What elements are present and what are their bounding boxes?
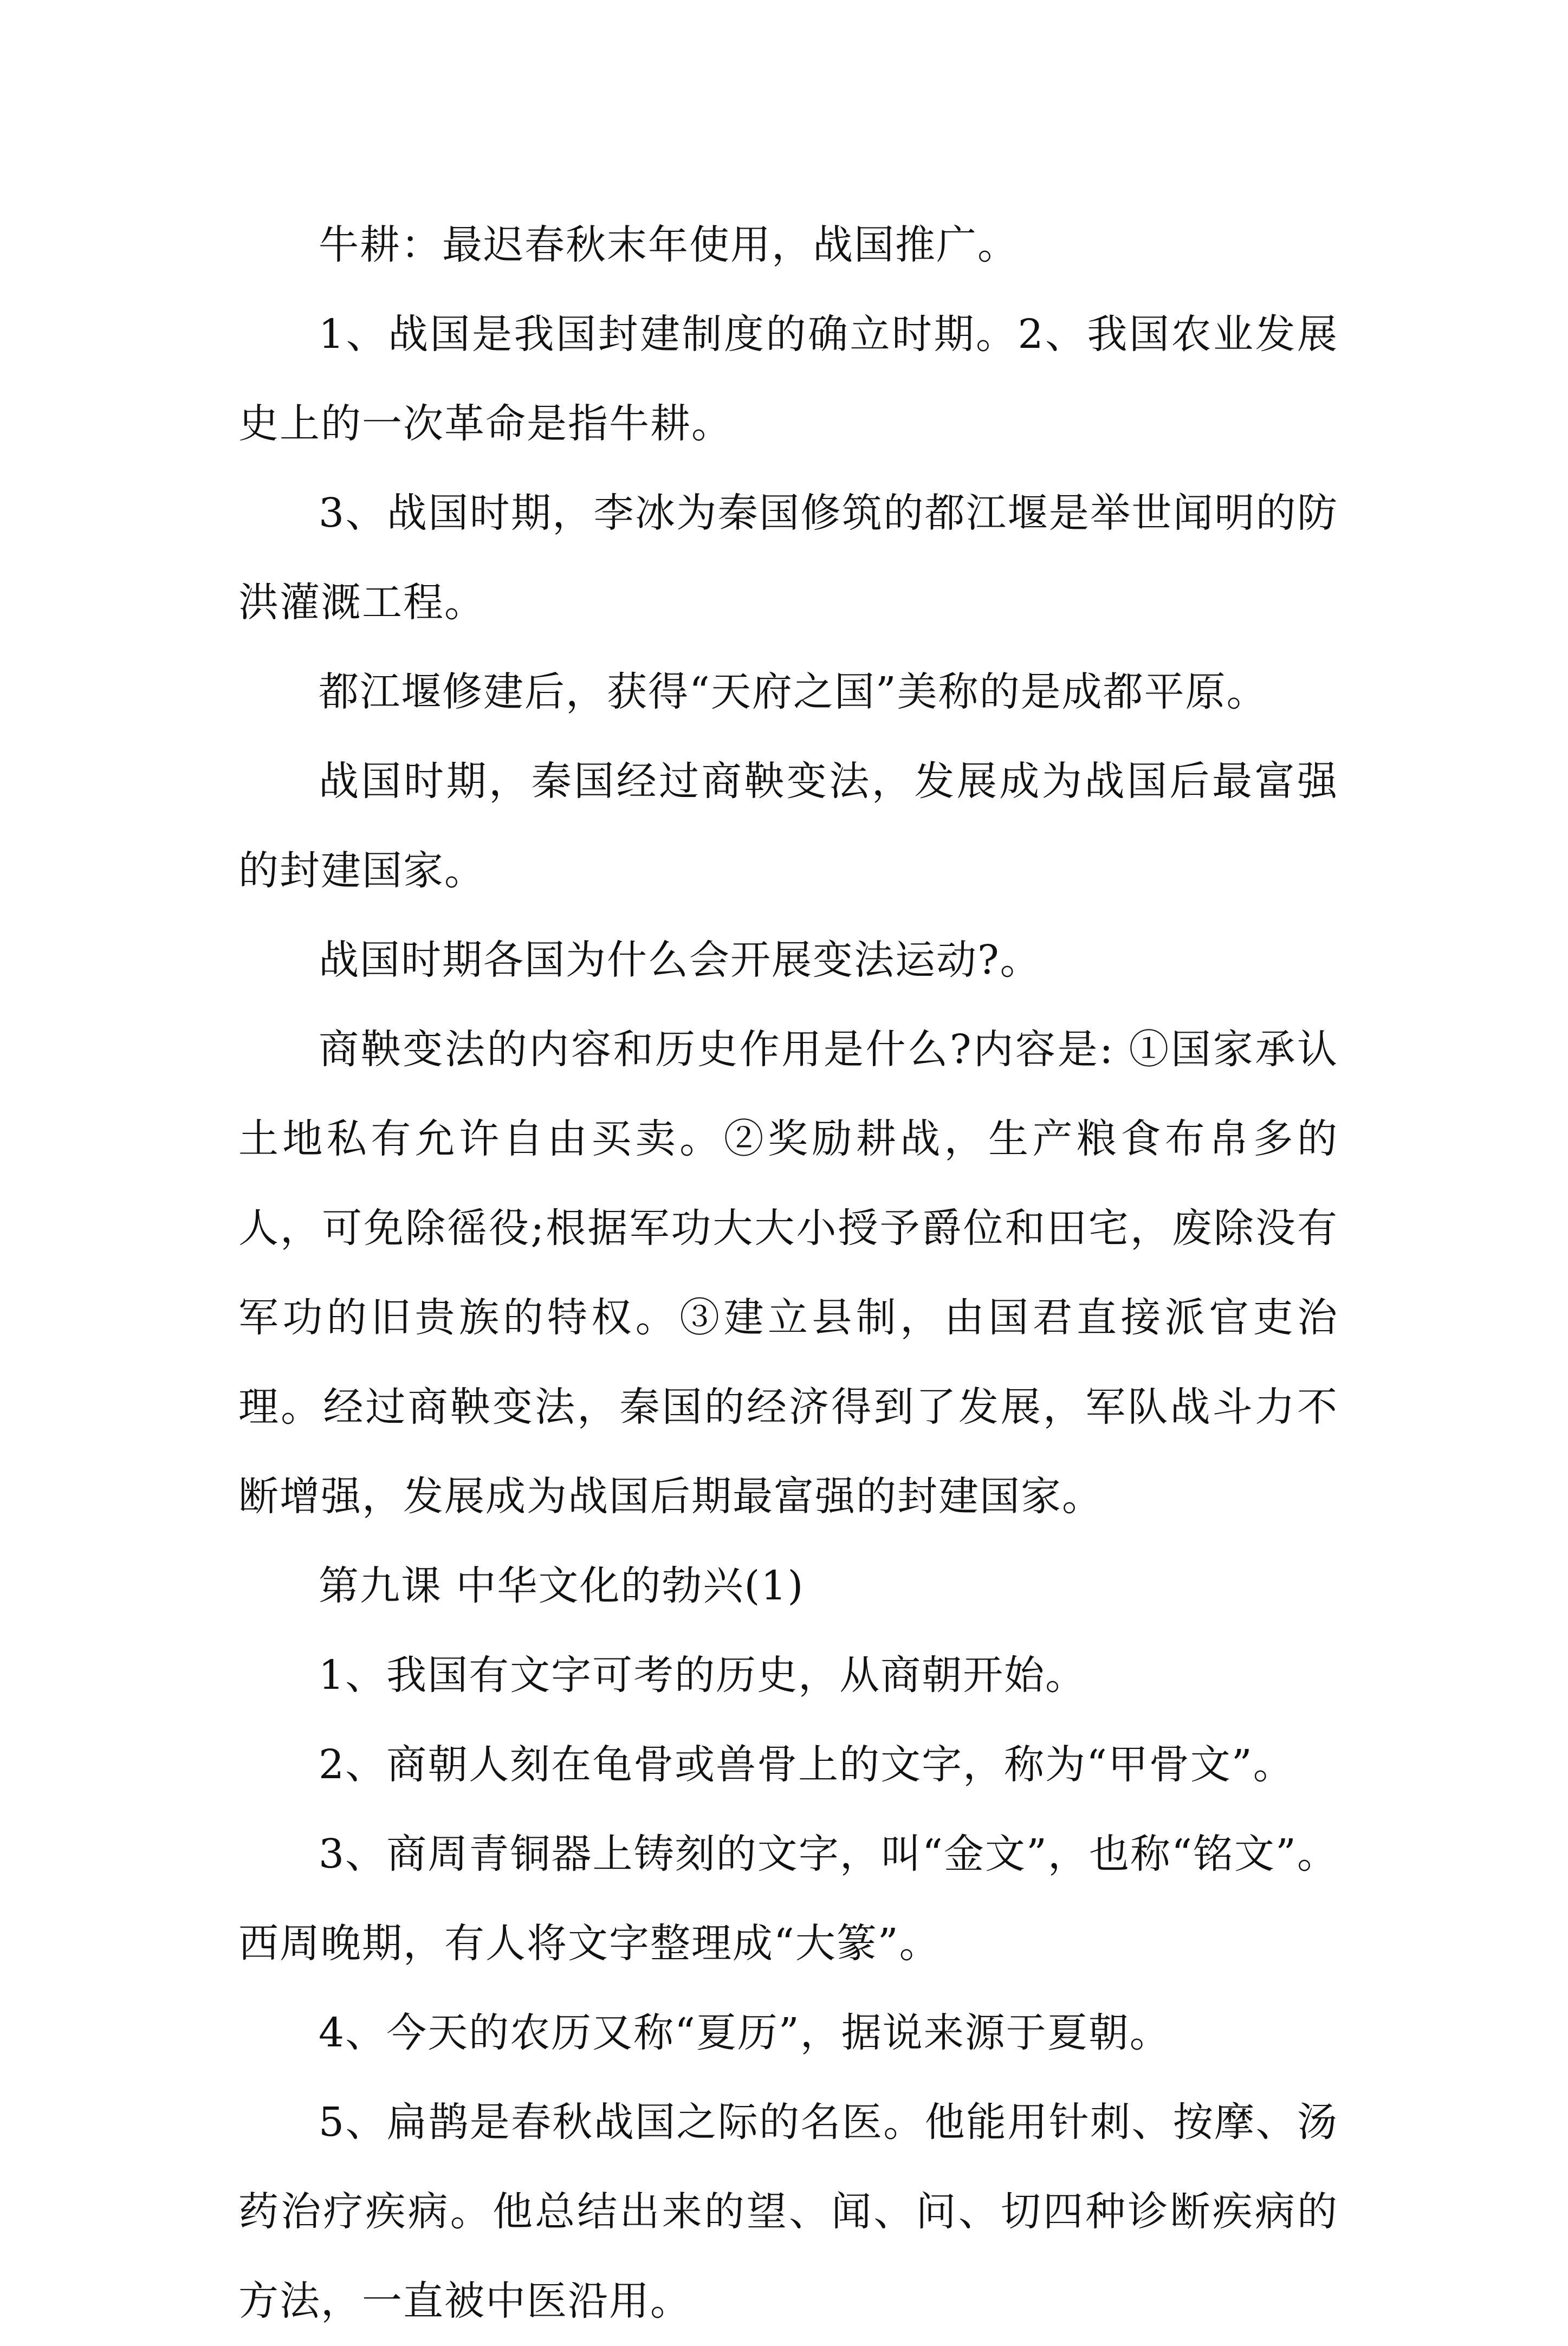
paragraph-ox-plowing: 牛耕：最迟春秋末年使用，战国推广。 [319, 222, 1019, 268]
paragraph-shang-yang: 商鞅变法的内容和历史作用是什么?内容是: ①国家承认土地私有允许自由买卖。②奖励耕战，生产粮食布帛多的人，可免除徭役;根据军功大大小授予爵位和田宅，废除没有军功的旧贵族的特权。③建立县制，由国君直接派官吏治理。经过商鞅变法，秦国的经济得到了发展，军队战斗力不断增强，发展成为战国后期最富强的封建国家。 [238, 1026, 1338, 1520]
paragraph-bian-que: 5、扁鹊是春秋战国之际的名医。他能用针刺、按摩、汤药治疗疾病。他总结出来的望、闻、问、切四种诊断疾病的方法，一直被中医沿用。 [238, 2099, 1338, 2324]
paragraph-oracle-bone: 2、商朝人刻在龟骨或兽骨上的文字，称为“甲骨文”。 [319, 1741, 1294, 1788]
paragraph-xia-calendar: 4、今天的农历又称“夏历”，据说来源于夏朝。 [319, 2010, 1171, 2056]
lesson-heading: 第九课 中华文化的勃兴(1) [319, 1563, 805, 1609]
paragraph-question-reform: 战国时期各国为什么会开展变法运动?。 [319, 937, 1041, 983]
paragraph-feudal-system: 1、战国是我国封建制度的确立时期。2、我国农业发展史上的一次革命是指牛耕。 [238, 311, 1338, 447]
paragraph-bronze-script: 3、商周青铜器上铸刻的文字，叫“金文”，也称“铭文”。西周晚期，有人将文字整理成“大篆”。 [238, 1831, 1338, 1967]
paragraph-dujiangyan: 3、战国时期，李冰为秦国修筑的都江堰是举世闻明的防洪灌溉工程。 [238, 490, 1338, 626]
paragraph-qin-reform: 战国时期，秦国经过商鞅变法，发展成为战国后最富强的封建国家。 [238, 758, 1338, 894]
document-body [238, 200, 1338, 2346]
paragraph-tianfu: 都江堰修建后，获得“天府之国”美称的是成都平原。 [319, 669, 1268, 715]
paragraph-written-history: 1、我国有文字可考的历史，从商朝开始。 [319, 1652, 1087, 1699]
